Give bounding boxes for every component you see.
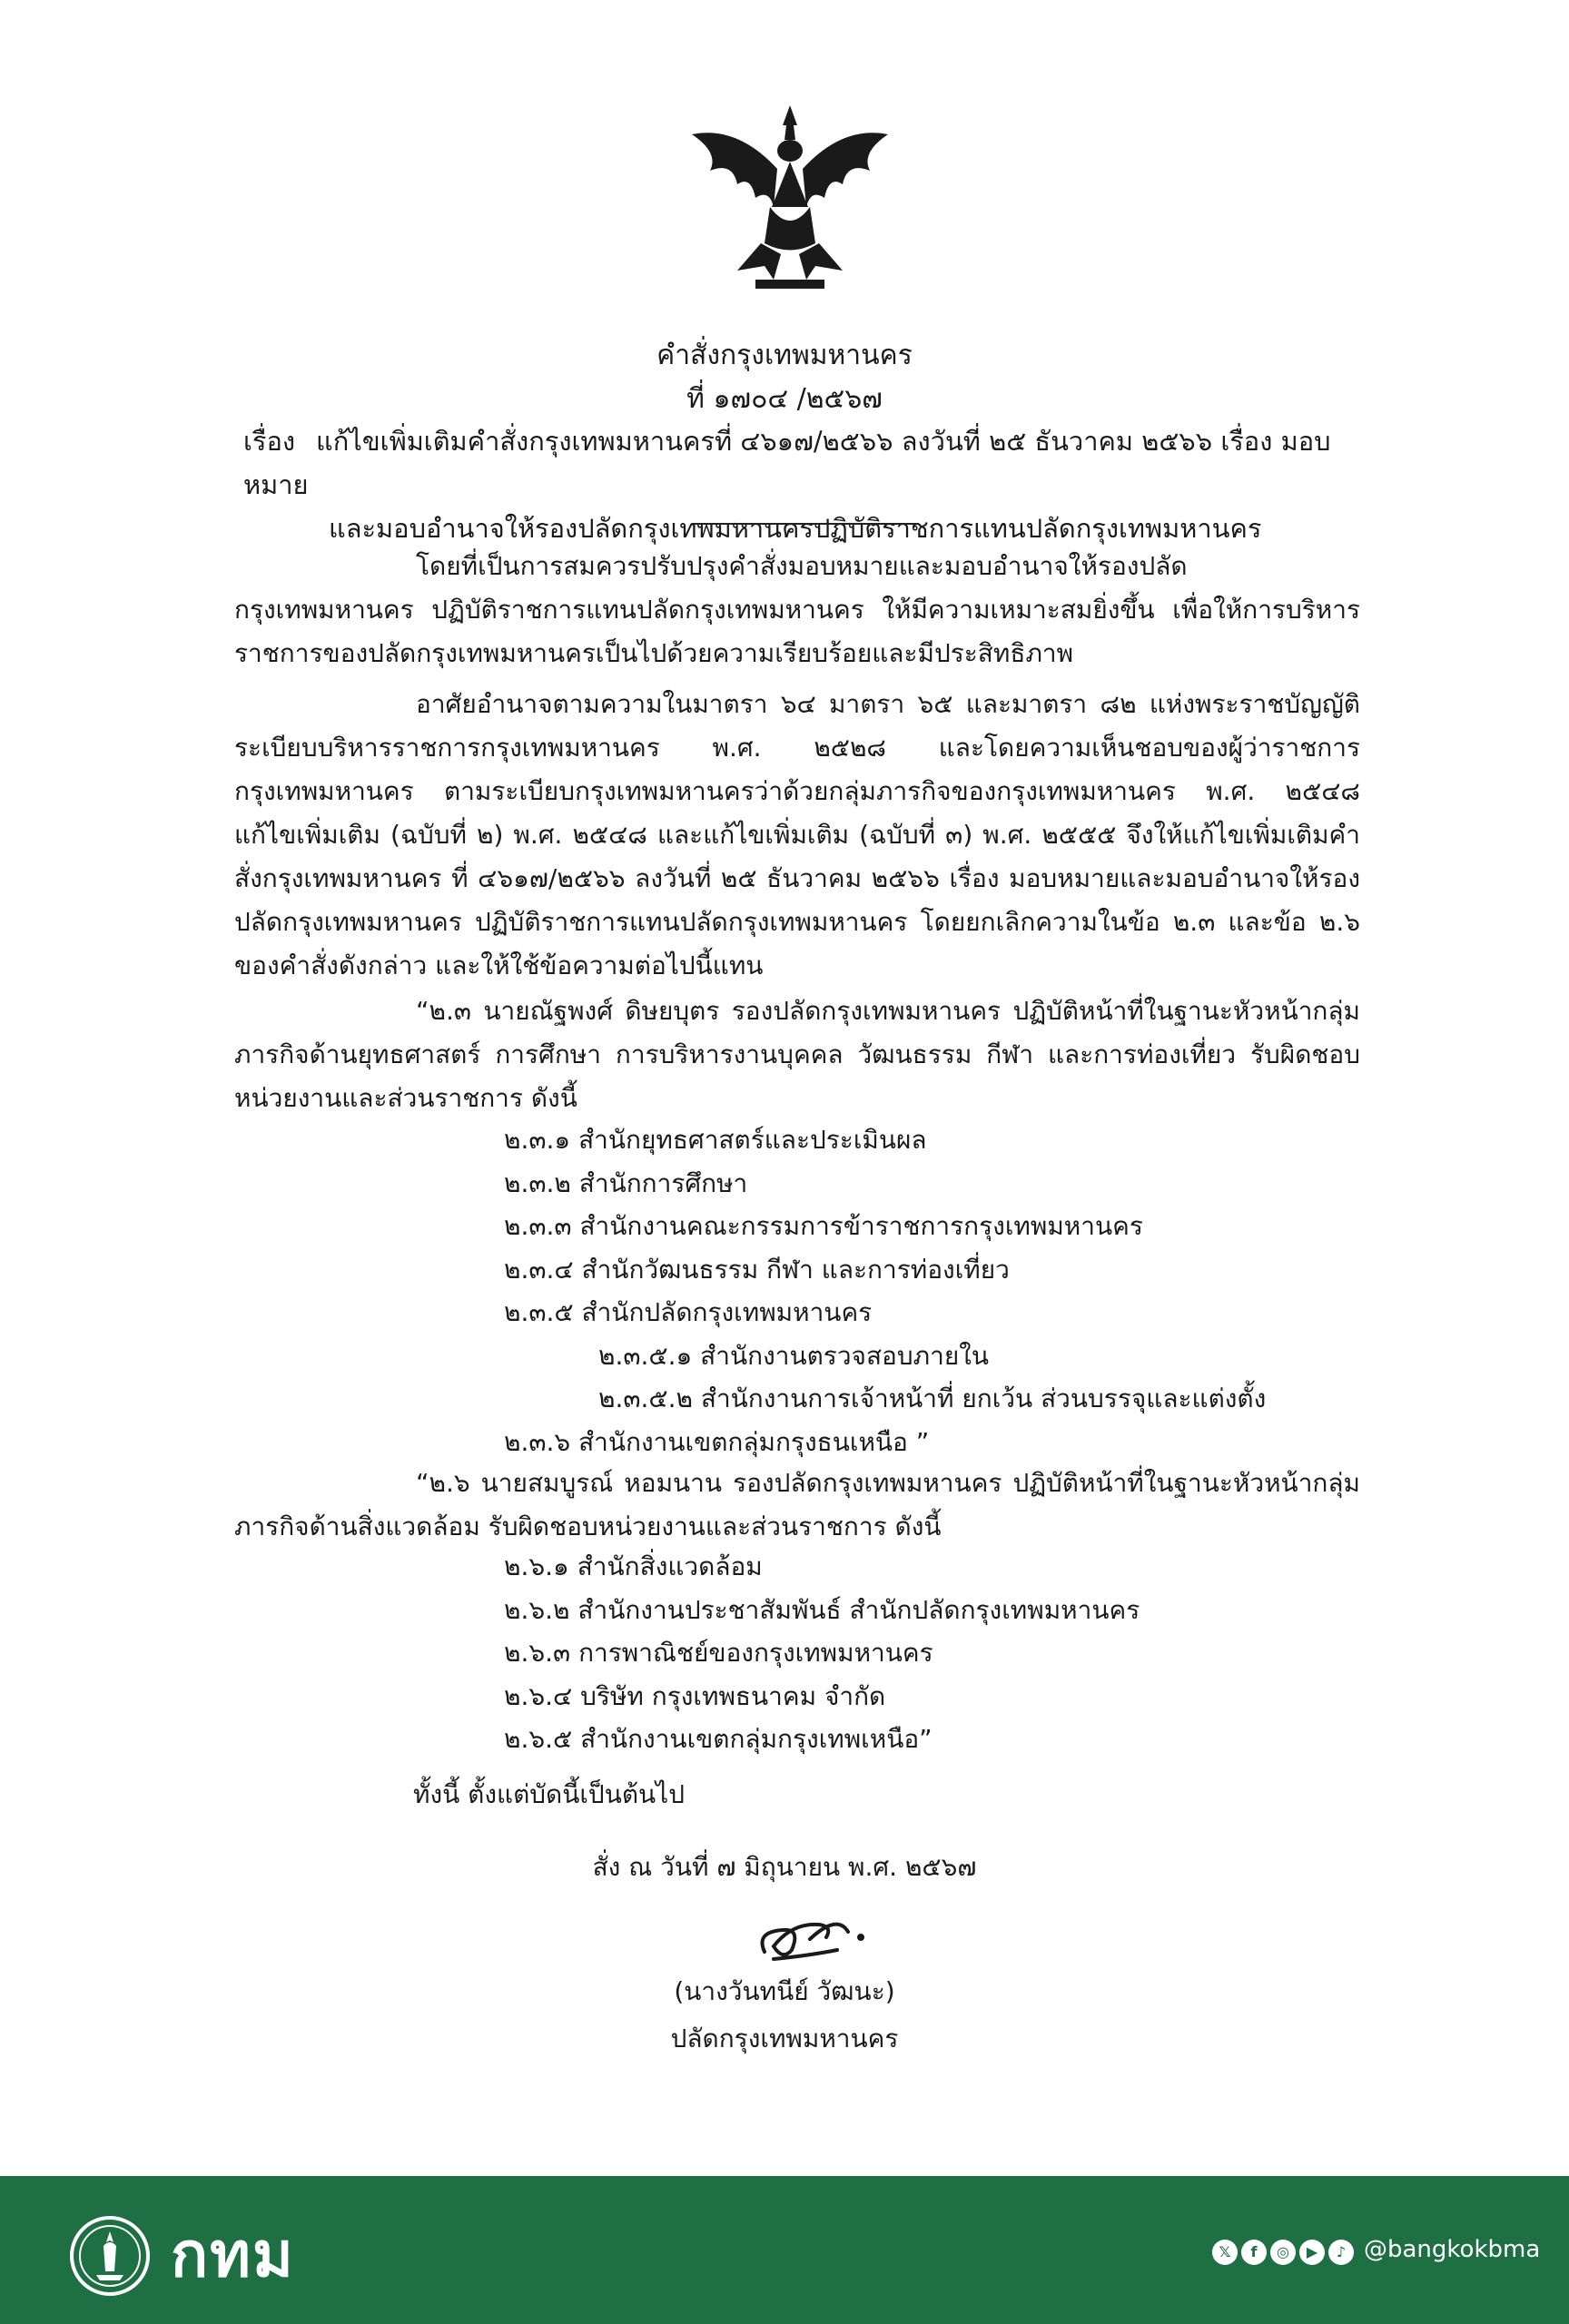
list-item: ๒.๓.๕.๑ สำนักงานตรวจสอบภายใน bbox=[598, 1340, 990, 1371]
subject-line-1: แก้ไขเพิ่มเติมคำสั่งกรุงเทพมหานครที่ ๔๖๑๗/๒๕๖๖ ลงวันที่ ๒๕ ธันวาคม ๒๕๖๖ เรื่อง มอบหมาย bbox=[243, 426, 1331, 500]
list-item: ๒.๖.๑ สำนักสิ่งแวดล้อม bbox=[504, 1551, 763, 1581]
subject-line-2: และมอบอำนาจให้รองปลัดกรุงเทพมหานครปฏิบัติราชการแทนปลัดกรุงเทพมหานคร bbox=[329, 513, 1262, 544]
order-date: สั่ง ณ วันที่ ๗ มิถุนายน พ.ศ. ๒๕๖๗ bbox=[592, 1852, 977, 1882]
list-item: ๒.๓.๕.๒ สำนักงานการเจ้าหน้าที่ ยกเว้น ส่วนบรรจุและแต่งตั้ง bbox=[598, 1384, 1267, 1413]
list-item: ๒.๖.๓ การพาณิชย์ของกรุงเทพมหานคร bbox=[504, 1638, 933, 1668]
subject-label: เรื่อง bbox=[243, 426, 296, 457]
facebook-icon[interactable]: f bbox=[1241, 2240, 1267, 2265]
paragraph-2 bbox=[234, 683, 1360, 988]
signer-position: ปลัดกรุงเทพมหานคร bbox=[670, 2024, 899, 2053]
item-list-2-6 bbox=[504, 1545, 1140, 1761]
youtube-icon[interactable]: ▶ bbox=[1299, 2240, 1325, 2265]
paragraph-3 bbox=[234, 990, 1360, 1120]
instagram-icon[interactable]: ◎ bbox=[1270, 2240, 1296, 2265]
order-number: ที่ ๑๗๐๔ /๒๕๖๗ bbox=[686, 383, 883, 415]
social-handle[interactable]: @bangkokbma bbox=[1364, 2236, 1541, 2263]
paragraph-2-text: อาศัยอำนาจตามความในมาตรา ๖๔ มาตรา ๖๕ และมาตรา ๘๒ แห่งพระราชบัญญัติระเบียบบริหารราชการกรุงเทพมหานคร พ.ศ. ๒๕๒๘ และโดยความเห็นชอบของผู้ว่าราชการกรุงเทพมหานคร ตามระเบียบกรุงเทพมหานครว่าด้วยกลุ่มภารกิจของกรุงเทพมหานคร พ.ศ. ๒๕๔๘ แก้ไขเพิ่มเติม (ฉบับที่ ๒) พ.ศ. ๒๕๔๘ และแก้ไขเพิ่มเติม (ฉบับที่ ๓) พ.ศ. ๒๕๕๕ จึงให้แก้ไขเพิ่มเติมคำสั่งกรุงเทพมหานคร ที่ ๔๖๑๗/๒๕๖๖ ลงวันที่ ๒๕ ธันวาคม ๒๕๖๖ เรื่อง มอบหมายและมอบอำนาจให้รองปลัดกรุงเทพมหานคร ปฏิบัติราชการแทนปลัดกรุงเทพมหานคร โดยยกเลิกความในข้อ ๒.๓ และข้อ ๒.๖ ของคำสั่งดังกล่าว และให้ใช้ข้อความต่อไปนี้แทน bbox=[234, 689, 1360, 980]
brand-logo: กทม bbox=[171, 2220, 295, 2291]
divider bbox=[692, 523, 919, 525]
list-item: ๒.๖.๔ บริษัท กรุงเทพธนาคม จำกัด bbox=[504, 1680, 886, 1711]
list-item: ๒.๓.๑ สำนักยุทธศาสตร์และประเมินผล bbox=[504, 1125, 927, 1155]
subject-block bbox=[243, 419, 1369, 550]
garuda-emblem-icon bbox=[683, 98, 897, 298]
paragraph-4 bbox=[234, 1462, 1360, 1549]
social-links bbox=[1212, 2240, 1354, 2265]
list-item: ๒.๖.๒ สำนักงานประชาสัมพันธ์ สำนักปลัดกรุงเทพมหานคร bbox=[504, 1594, 1140, 1625]
paragraph-4-text: “๒.๖ นายสมบูรณ์ หอมนาน รองปลัดกรุงเทพมหานคร ปฏิบัติหน้าที่ในฐานะหัวหน้ากลุ่มภารกิจด้านสิ่งแวดล้อม รับผิดชอบหน่วยงานและส่วนราชการ ดังนี้ bbox=[234, 1468, 1360, 1541]
closing-line: ทั้งนี้ ตั้งแต่บัดนี้เป็นต้นไป bbox=[413, 1779, 686, 1809]
paragraph-3-text: “๒.๓ นายณัฐพงศ์ ดิษยบุตร รองปลัดกรุงเทพมหานคร ปฏิบัติหน้าที่ในฐานะหัวหน้ากลุ่มภารกิจด้านยุทธศาสตร์ การศึกษา การบริหารงานบุคคล วัฒนธรรม กีฬา และการท่องเที่ยว รับผิดชอบหน่วยงานและส่วนราชการ ดังนี้ bbox=[234, 996, 1360, 1113]
tiktok-icon[interactable]: ♪ bbox=[1328, 2240, 1354, 2265]
paragraph-1 bbox=[234, 545, 1360, 675]
list-item: ๒.๓.๔ สำนักวัฒนธรรม กีฬา และการท่องเที่ยว bbox=[504, 1254, 1010, 1285]
list-item: ๒.๓.๒ สำนักการศึกษา bbox=[504, 1167, 748, 1198]
order-title: คำสั่งกรุงเทพมหานคร bbox=[656, 340, 913, 371]
list-item: ๒.๓.๖ สำนักงานเขตกลุ่มกรุงธนเหนือ ” bbox=[504, 1426, 930, 1457]
list-item: ๒.๓.๓ สำนักงานคณะกรรมการข้าราชการกรุงเทพมหานคร bbox=[504, 1211, 1143, 1241]
item-list-2-3 bbox=[504, 1118, 1266, 1463]
signature-icon bbox=[746, 1905, 873, 1968]
paragraph-1-text: โดยที่เป็นการสมควรปรับปรุงคำสั่งมอบหมายและมอบอำนาจให้รองปลัดกรุงเทพมหานคร ปฏิบัติราชการแทนปลัดกรุงเทพมหานคร ให้มีความเหมาะสมยิ่งขึ้น เพื่อให้การบริหารราชการของปลัดกรุงเทพมหานครเป็นไปด้วยความเรียบร้อยและมีประสิทธิภาพ bbox=[234, 551, 1360, 668]
list-item: ๒.๓.๕ สำนักปลัดกรุงเทพมหานคร bbox=[504, 1297, 873, 1327]
signer-name: (นางวันทนีย์ วัฒนะ) bbox=[674, 1976, 895, 2006]
list-item: ๒.๖.๕ สำนักงานเขตกลุ่มกรุงเทพเหนือ” bbox=[504, 1724, 933, 1754]
x-icon[interactable]: 𝕏 bbox=[1212, 2240, 1238, 2265]
bma-seal-icon bbox=[69, 2215, 151, 2297]
